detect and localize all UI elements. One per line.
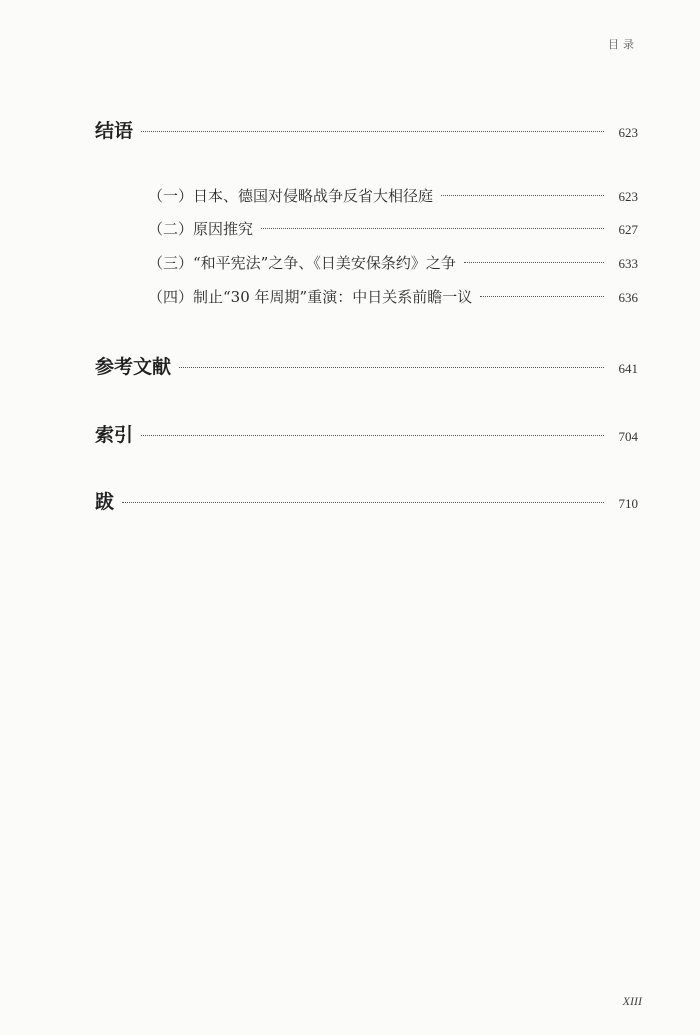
toc-entry-page: 627 [618, 222, 638, 237]
toc-entry-conclusion[interactable] [95, 116, 638, 143]
dot-leader [141, 435, 604, 436]
dot-leader [261, 228, 604, 229]
toc-entry-page: 623 [618, 125, 638, 140]
toc-entry-references[interactable] [95, 352, 638, 379]
dot-leader [122, 502, 604, 503]
dot-leader [441, 195, 604, 196]
toc-entry-postscript[interactable] [95, 487, 638, 514]
toc-entry-title: 参考文献 [95, 356, 172, 378]
toc-subentry-4[interactable] [148, 286, 638, 307]
toc-subentry-3[interactable] [148, 252, 638, 273]
toc-subentry-2[interactable] [148, 218, 638, 239]
toc-entry-title: （三）“和平宪法”之争、《日美安保条约》之争 [148, 254, 456, 272]
toc-entry-page: 641 [618, 361, 638, 376]
toc-entry-page: 710 [618, 496, 638, 511]
toc-entry-title: （二）原因推究 [148, 220, 254, 238]
toc-entry-page: 633 [618, 256, 638, 271]
toc-entry-title: （四）制止“30 年周期”重演：中日关系前瞻一议 [148, 288, 473, 306]
toc-entry-title: （一）日本、德国对侵略战争反省大相径庭 [148, 187, 434, 205]
toc-entry-page: 704 [618, 429, 638, 444]
dot-leader [179, 367, 604, 368]
toc-subentry-1[interactable] [148, 185, 638, 206]
page-folio: XIII [622, 994, 642, 1008]
toc-entry-title: 跋 [95, 491, 115, 513]
dot-leader [464, 262, 604, 263]
dot-leader [141, 131, 604, 132]
toc-entry-index[interactable] [95, 420, 638, 447]
toc-entry-title: 结语 [95, 120, 134, 142]
toc-entry-page: 623 [618, 189, 638, 204]
toc-entry-page: 636 [618, 290, 638, 305]
dot-leader [480, 296, 604, 297]
running-header: 目录 [608, 38, 638, 51]
toc-entry-title: 索引 [95, 424, 134, 446]
